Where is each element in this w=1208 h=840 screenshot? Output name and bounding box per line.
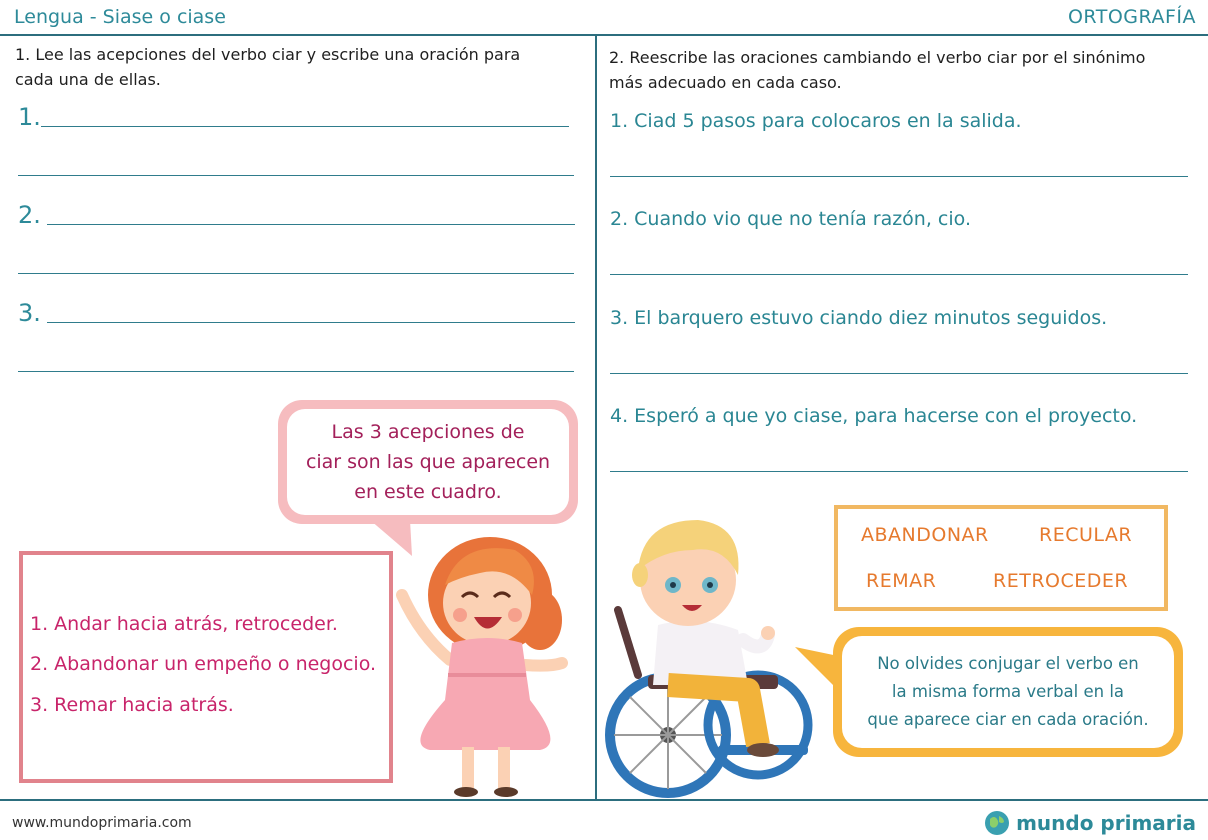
sentence-2: 2. Cuando vio que no tenía razón, cio.: [610, 208, 971, 230]
footer-brand-label: mundo primaria: [1016, 811, 1196, 835]
answer-line-1b[interactable]: [18, 175, 574, 176]
answer-line-2a[interactable]: [47, 224, 575, 225]
left-instruction-line2: cada una de ellas.: [15, 70, 161, 89]
left-instruction-line1: 1. Lee las acepciones del verbo ciar y escribe una oración para: [15, 45, 521, 64]
left-bubble-line1: Las 3 acepciones de: [331, 421, 525, 443]
center-divider: [595, 34, 597, 800]
definition-2: 2. Abandonar un empeño o negocio.: [30, 653, 377, 675]
left-bubble-text: [287, 409, 569, 515]
right-instruction-line2: más adecuado en cada caso.: [609, 73, 842, 92]
worksheet-title: Lengua - Siase o ciase: [14, 6, 226, 28]
answer-number-2: 2.: [18, 201, 41, 229]
left-speech-bubble: [278, 400, 578, 524]
right-instruction-line1: 2. Reescribe las oraciones cambiando el verbo ciar por el sinónimo: [609, 48, 1146, 67]
definition-1: 1. Andar hacia atrás, retroceder.: [30, 613, 338, 635]
globe-icon: [984, 810, 1010, 836]
left-instruction: [15, 42, 585, 92]
right-speech-bubble: [833, 627, 1183, 757]
synonym-abandonar: ABANDONAR: [861, 524, 989, 546]
right-bubble-line2: la misma forma verbal en la: [891, 682, 1125, 701]
left-bubble-line3: en este cuadro.: [354, 481, 502, 503]
answer-line-1a[interactable]: [41, 126, 569, 127]
rewrite-line-2[interactable]: [610, 274, 1188, 275]
rewrite-line-3[interactable]: [610, 373, 1188, 374]
right-bubble-text: [842, 636, 1174, 748]
left-bubble-line2: ciar son las que aparecen: [305, 451, 551, 473]
synonym-recular: RECULAR: [1039, 524, 1133, 546]
right-instruction: [609, 45, 1199, 95]
top-divider: [0, 34, 1208, 36]
answer-number-1: 1.: [18, 103, 41, 131]
worksheet-category: ORTOGRAFÍA: [1067, 6, 1196, 28]
definition-3: 3. Remar hacia atrás.: [30, 694, 234, 716]
right-bubble-line3: que aparece ciar en cada oración.: [867, 710, 1149, 729]
answer-line-2b[interactable]: [18, 273, 574, 274]
right-bubble-line1: No olvides conjugar el verbo en: [877, 654, 1139, 673]
footer-url[interactable]: www.mundoprimaria.com: [12, 815, 192, 831]
sentence-4: 4. Esperó a que yo ciase, para hacerse con el proyecto.: [610, 405, 1138, 427]
rewrite-line-4[interactable]: [610, 471, 1188, 472]
footer-brand[interactable]: [984, 810, 1196, 836]
synonym-retroceder: RETROCEDER: [993, 570, 1129, 592]
sentence-3: 3. El barquero estuvo ciando diez minutos seguidos.: [610, 307, 1108, 329]
girl-illustration: [390, 525, 590, 800]
synonym-remar: REMAR: [866, 570, 937, 592]
answer-line-3b[interactable]: [18, 371, 574, 372]
sentence-1: 1. Ciad 5 pasos para colocaros en la salida.: [610, 110, 1022, 132]
answer-line-3a[interactable]: [47, 322, 575, 323]
rewrite-line-1[interactable]: [610, 176, 1188, 177]
boy-wheelchair-illustration: [598, 505, 828, 800]
answer-number-3: 3.: [18, 299, 41, 327]
synonyms-box: [834, 505, 1168, 611]
